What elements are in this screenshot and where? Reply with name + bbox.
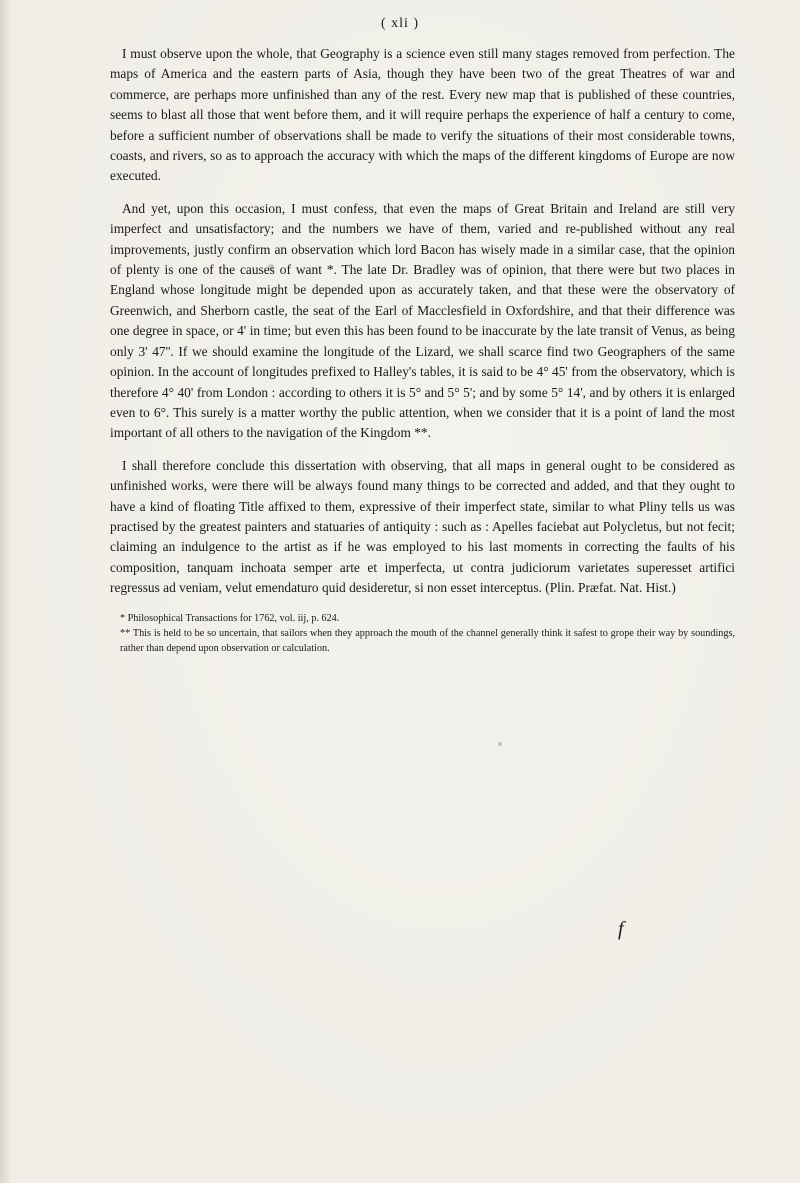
page-edge-shadow [0, 0, 12, 1183]
signature-mark: f [618, 918, 624, 940]
page-number: ( xli ) [380, 16, 420, 31]
ink-speck [268, 264, 274, 270]
footnotes [120, 611, 735, 656]
ink-speck [498, 742, 502, 746]
paragraph-maps-of-britain: And yet, upon this occasion, I must confess, that even the maps of Great Britain and Ireland are still very imperfect and unsatisfactory; and the numbers we have of them, varied and re-published without any real improvements, justly confirm an observation which lord Bacon has wisely made in a similar case, that the opinion of plenty is one of the causes of want *. The late Dr. Bradley was of opinion, that there were but two places in England whose longitude might be depended upon as accurately taken, and that these were the observatory of Greenwich, and Sherborn castle, the seat of the Earl of Macclesfield in Oxfordshire, and that their difference was one degree in space, or 4' in time; but even this has been found to be inaccurate by the late transit of Venus, as being only 3' 47''. If we should examine the longitude of the Lizard, we shall scarce find two Geographers of the same opinion. In the account of longitudes prefixed to Halley's tables, it is said to be 4° 45' from the observatory, which is therefore 4° 40' from London : according to others it is 5° and 5° 5'; and by some 5° 14', and by others it is enlarged even to 6°. This surely is a matter worthy the public attention, when we consider that it is a point of land the most important of all others to the navigation of the Kingdom **. [110, 200, 735, 441]
body-text [110, 44, 735, 656]
footnote-sailors-soundings: ** This is held to be so uncertain, that sailors when they approach the mouth of the channel generally think it safest to grope their way by soundings, rather than depend upon observation or calculation. [120, 627, 735, 654]
paragraph-geography-imperfection: I must observe upon the whole, that Geography is a science even still many stages removed from perfection. The maps of America and the eastern parts of Asia, though they have been two of the great Theatres of war and commerce, are perhaps more unfinished than any of the rest. Every new map that is published of these countries, seems to blast all those that went before them, and it will require perhaps the experience of half a century to come, before a sufficient number of observations shall be made to verify the situations of their most considerable towns, coasts, and rivers, so as to approach the accuracy with which the maps of the different kingdoms of Europe are now executed. [110, 46, 735, 184]
paragraph-conclusion: I shall therefore conclude this dissertation with observing, that all maps in general ought to be considered as unfinished works, were there will be always found many things to be corrected and added, and that they ought to have a kind of floating Title affixed to them, expressive of their imperfect state, similar to what Pliny tells us was practised by the greatest painters and statuaries of antiquity : such as : Apelles faciebat aut Polycletus, but not fecit; claiming an indulgence to the artist as if he was employed to his last moments in correcting the faults of his composition, tanquam inchoata semper arte et imperfecta, ut contra judiciorum varietates superesset artifici regressus ad veniam, velut emendaturo quid desideretur, si non esset interceptus. (Plin. Præfat. Nat. Hist.) [110, 457, 735, 596]
footnote-philosophical-transactions: * Philosophical Transactions for 1762, vol. iij, p. 624. [120, 612, 340, 624]
